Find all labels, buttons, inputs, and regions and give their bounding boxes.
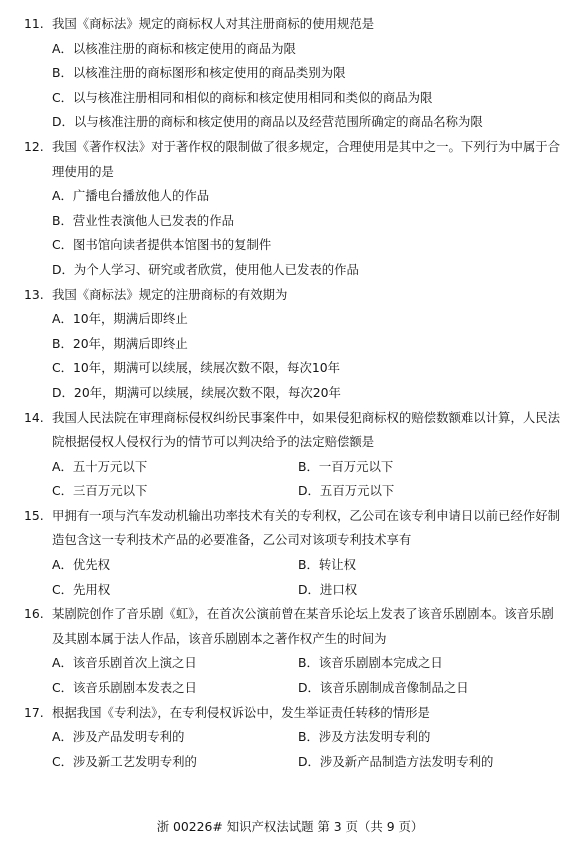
option-c: C．涉及新工艺发明专利的 — [52, 753, 197, 769]
question-text: 我国人民法院在审理商标侵权纠纷民事案件中，如果侵犯商标权的赔偿数额难以计算，人民法院根据侵权人侵权行为的情节可以判决给予的法定赔偿额是 — [52, 409, 561, 450]
option-d: D．20年，期满可以续展，续展次数不限，每次20年 — [52, 384, 341, 400]
question-text: 根据我国《专利法》，在专利侵权诉讼中，发生举证责任转移的情形是 — [52, 704, 430, 720]
question-text: 我国《著作权法》对于著作权的限制做了很多规定，合理使用是其中之一。下列行为中属于合理使用的是 — [52, 138, 561, 179]
option-d: D．涉及新产品制造方法发明专利的 — [298, 753, 494, 769]
option-a: A．广播电台播放他人的作品 — [52, 188, 210, 204]
question-number: 14. — [24, 409, 44, 425]
option-d: D．该音乐剧制成音像制品之日 — [298, 680, 469, 696]
question-text: 甲拥有一项与汽车发动机输出功率技术有关的专利权，乙公司在该专利申请日以前已经作好制造包含这一专利技术产品的必要准备，乙公司对该项专利技术享有 — [52, 507, 561, 548]
question-number: 16. — [24, 606, 44, 622]
question-text: 我国《商标法》规定的注册商标的有效期为 — [52, 286, 288, 302]
option-row — [0, 553, 580, 578]
question-number: 13. — [24, 286, 44, 302]
option-c: C．三百万元以下 — [52, 483, 148, 499]
option-b: B．20年，期满后即终止 — [52, 335, 188, 351]
question-number: 12. — [24, 138, 44, 154]
option-d: D．以与核准注册的商标和核定使用的商品以及经营范围所确定的商品名称为限 — [52, 114, 483, 130]
option-b: B．营业性表演他人已发表的作品 — [52, 212, 234, 228]
option-b: B．该音乐剧剧本完成之日 — [298, 655, 443, 671]
option-c: C．10年，期满可以续展，续展次数不限，每次10年 — [52, 360, 340, 376]
question-15 — [0, 504, 580, 602]
question-number: 15. — [24, 507, 44, 523]
page-footer: 浙 00226# 知识产权法试题 第 3 页（共 9 页） — [156, 819, 424, 834]
question-13 — [0, 283, 580, 406]
question-stem — [0, 504, 580, 553]
question-number: 11. — [24, 16, 44, 31]
option-row — [0, 750, 580, 775]
option-row — [0, 651, 580, 676]
option-row — [0, 455, 580, 480]
question-14 — [0, 406, 580, 504]
option-c: C．该音乐剧剧本发表之日 — [52, 680, 197, 696]
option-b: B．转让权 — [298, 557, 357, 573]
option-a: A．涉及产品发明专利的 — [52, 729, 185, 745]
option-d: D．五百万元以下 — [298, 483, 395, 499]
option-d: D．为个人学习、研究或者欣赏，使用他人已发表的作品 — [52, 261, 359, 277]
question-stem — [0, 701, 580, 726]
option-c: C．先用权 — [52, 581, 111, 597]
question-16 — [0, 602, 580, 700]
option-c: C．以与核准注册相同和相似的商标和核定使用相同和类似的商品为限 — [52, 89, 433, 105]
question-stem — [0, 283, 580, 308]
question-text: 我国《商标法》规定的商标权人对其注册商标的使用规范是 — [52, 16, 375, 31]
option-c: C．图书馆向读者提供本馆图书的复制件 — [52, 237, 272, 253]
option-row — [0, 676, 580, 701]
option-a: A．优先权 — [52, 557, 111, 573]
question-stem — [0, 406, 580, 455]
exam-page — [0, 12, 580, 774]
option-row — [0, 479, 580, 504]
option-b: B．一百万元以下 — [298, 458, 394, 474]
option-b: B．以核准注册的商标图形和核定使用的商品类别为限 — [52, 65, 346, 81]
question-number: 17. — [24, 704, 44, 720]
question-11 — [0, 12, 580, 135]
option-a: A．该音乐剧首次上演之日 — [52, 655, 197, 671]
option-a: A．10年，期满后即终止 — [52, 311, 188, 327]
question-12 — [0, 135, 580, 283]
question-17 — [0, 701, 580, 775]
question-stem — [0, 12, 580, 37]
option-b: B．涉及方法发明专利的 — [298, 729, 431, 745]
question-text: 某剧院创作了音乐剧《虹》，在首次公演前曾在某音乐论坛上发表了该音乐剧剧本。该音乐剧及其剧本属于法人作品，该音乐剧剧本之著作权产生的时间为 — [52, 606, 554, 646]
option-a: A．以核准注册的商标和核定使用的商品为限 — [52, 40, 296, 56]
question-stem — [0, 135, 580, 184]
question-stem — [0, 602, 580, 651]
option-a: A．五十万元以下 — [52, 458, 148, 474]
option-row — [0, 578, 580, 603]
option-row — [0, 725, 580, 750]
option-d: D．进口权 — [298, 581, 358, 597]
